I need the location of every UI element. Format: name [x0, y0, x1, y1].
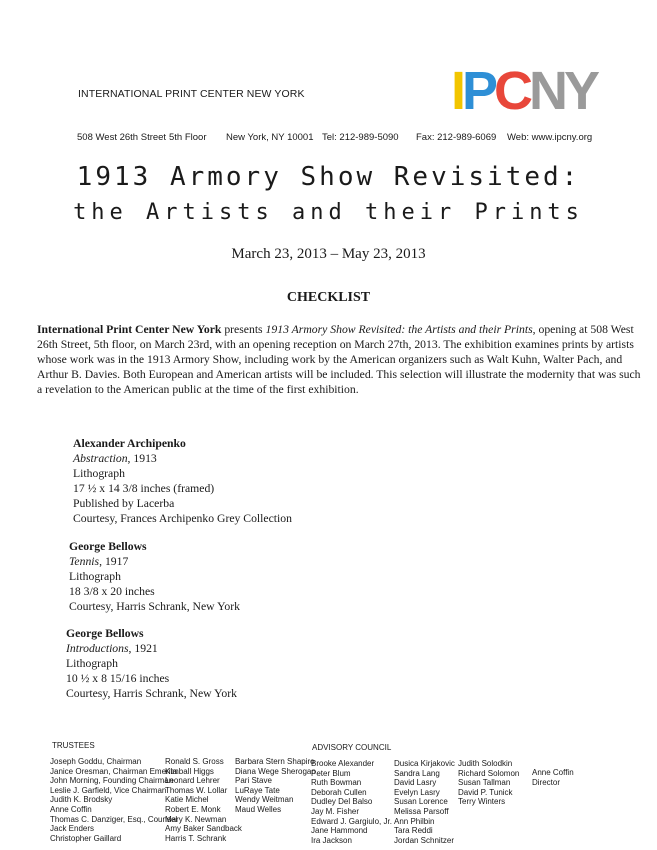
footer-name: Mary K. Newman [165, 814, 227, 824]
footer-name: Joseph Goddu, Chairman [50, 757, 142, 766]
footer-name: Thomas W. Lollar [165, 785, 228, 795]
footer-name: Anne Coffin [532, 768, 574, 777]
footer-name: Susan Tallman [458, 778, 511, 788]
footer-name: David Lasry [394, 778, 437, 788]
logo-letter-c: C [494, 61, 530, 121]
logo-letter-y: Y [564, 61, 597, 121]
footer-name: Maud Welles [235, 804, 282, 814]
work-courtesy: Courtesy, Harris Schrank, New York [69, 600, 240, 613]
footer-name: Amy Baker Sandback [165, 824, 242, 834]
work-year: , 1921 [128, 642, 158, 655]
director-column [532, 768, 574, 787]
exhibition-title-line2: the Artists and their Prints [73, 200, 584, 225]
contact-floor: 5th Floor [169, 132, 207, 143]
work-size: 17 ½ x 14 3/8 inches (framed) [73, 482, 215, 495]
footer-name: John Morning, Founding Chairman [50, 776, 174, 786]
footer-name: Robert E. Monk [165, 804, 221, 814]
footer-name: Sandra Lang [394, 768, 440, 778]
footer-name: Pari Stave [235, 776, 272, 786]
intro-exhibition-title: 1913 Armory Show Revisited: the Artists and their Prints [265, 323, 533, 336]
footer-name: Judith Solodkin [458, 759, 513, 768]
footer-name: Brooke Alexander [311, 759, 375, 768]
footer-name: Wendy Weitman [235, 795, 294, 805]
footer-name: Ann Philbin [394, 816, 435, 826]
intro-org-name: International Print Center New York [37, 323, 222, 336]
work-title-italic: Introductions [66, 642, 129, 655]
footer-name: Deborah Cullen [311, 787, 367, 797]
footer-name: Ronald S. Gross [165, 757, 224, 766]
footer-name: Edward J. Gargiulo, Jr. [311, 816, 392, 826]
footer-name: Leslie J. Garfield, Vice Chairman [50, 785, 167, 795]
contact-fax: Fax: 212-989-6069 [416, 132, 497, 143]
trustees-column-2 [165, 757, 242, 843]
footer-name: Anne Coffin [50, 804, 92, 814]
work-size: 18 3/8 x 20 inches [69, 585, 155, 598]
intro-paragraph [37, 322, 644, 397]
footer-name: Melissa Parsoff [394, 806, 449, 816]
footer-name: Dusica Kirjakovic [394, 759, 455, 768]
advisory-column-3 [458, 759, 519, 807]
work-size: 10 ½ x 8 15/16 inches [66, 672, 170, 685]
footer-name: Peter Blum [311, 768, 351, 778]
checklist-heading: CHECKLIST [286, 290, 371, 305]
logo-letter-i: I [451, 61, 463, 121]
artist-name: George Bellows [66, 627, 144, 640]
footer-name: Barbara Stern Shapiro [235, 757, 315, 766]
work-medium: Lithograph [69, 570, 121, 583]
work-publisher: Published by Lacerba [73, 497, 175, 510]
footer-name: Jack Enders [50, 824, 95, 834]
footer-name: Leonard Lehrer [165, 776, 220, 786]
footer-name: Judith K. Brodsky [50, 795, 113, 805]
organization-name: INTERNATIONAL PRINT CENTER NEW YORK [78, 88, 305, 100]
footer-name: Thomas C. Danziger, Esq., Counsel [50, 814, 178, 824]
artist-name: George Bellows [69, 540, 147, 553]
advisory-column-1 [311, 759, 392, 845]
contact-street: 508 West 26th Street [77, 132, 167, 143]
footer-name: Dudley Del Balso [311, 797, 373, 807]
work-medium: Lithograph [66, 657, 118, 670]
work-title-italic: Abstraction [73, 452, 128, 465]
checklist-entry [73, 436, 292, 526]
work-year: , 1913 [127, 452, 157, 465]
exhibition-dates: March 23, 2013 – May 23, 2013 [231, 246, 426, 262]
footer-name: Susan Lorence [394, 797, 448, 807]
contact-web[interactable]: Web: www.ipcny.org [507, 132, 593, 143]
footer-name: Richard Solomon [458, 768, 520, 778]
work-courtesy: Courtesy, Harris Schrank, New York [66, 687, 237, 700]
trustees-column-3 [235, 757, 316, 815]
ipcny-logo [451, 61, 597, 121]
footer-name: Kimball Higgs [165, 766, 214, 776]
footer-name: Director [532, 777, 561, 787]
exhibition-title-line1: 1913 Armory Show Revisited: [76, 162, 581, 192]
work-medium: Lithograph [73, 467, 125, 480]
work-courtesy: Courtesy, Frances Archipenko Grey Collection [73, 512, 292, 525]
trustees-column-1 [50, 757, 177, 843]
logo-letter-n: N [529, 61, 565, 121]
footer-name: Terry Winters [458, 797, 506, 807]
footer-name: Ruth Bowman [311, 778, 362, 788]
advisory-column-2 [394, 759, 455, 845]
trustees-label: TRUSTEES [52, 741, 95, 750]
footer-name: David P. Tunick [458, 787, 513, 797]
work-title [69, 554, 240, 569]
footer-name: Katie Michel [165, 795, 209, 805]
footer-name: Harris T. Schrank [165, 833, 227, 843]
contact-tel: Tel: 212-989-5090 [322, 132, 399, 143]
footer-name: Evelyn Lasry [394, 787, 440, 797]
contact-city: New York, NY 10001 [226, 132, 314, 143]
intro-body: , opening at 508 West 26th Street, 5th floor, on March 23rd, with an opening reception on March 27th, 2013. The exhibition examines prints by artists whose work was in the 1913 Armory Show, including work by the American organizers such as Walt Kuhn, Walter Pach, and Arthur B. Davies. Both European and American artists will be included. This selection will illustrate the modernity that was such a revelation to the American public at the time of the first exhibition. [37, 323, 641, 396]
footer-name: Jane Hammond [311, 826, 368, 836]
footer-name: LuRaye Tate [235, 785, 280, 795]
checklist-entry [69, 539, 240, 614]
work-title [73, 451, 292, 466]
footer-name: Ira Jackson [311, 835, 352, 845]
footer-name: Tara Reddi [394, 826, 433, 836]
intro-presents: presents [221, 323, 266, 336]
footer-name: Janice Oresman, Chairman Emerita [50, 766, 178, 776]
checklist-entry [66, 626, 237, 701]
footer-name: Jordan Schnitzer [394, 835, 455, 845]
logo-letter-p: P [462, 61, 495, 121]
advisory-council-label: ADVISORY COUNCIL [312, 743, 392, 752]
footer-name: Christopher Gaillard [50, 833, 122, 843]
artist-name: Alexander Archipenko [73, 437, 186, 450]
footer-name: Diana Wege Sherogan [235, 766, 316, 776]
work-year: , 1917 [99, 555, 129, 568]
footer-name: Jay M. Fisher [311, 806, 360, 816]
work-title-italic: Tennis [69, 555, 100, 568]
work-title [66, 641, 237, 656]
